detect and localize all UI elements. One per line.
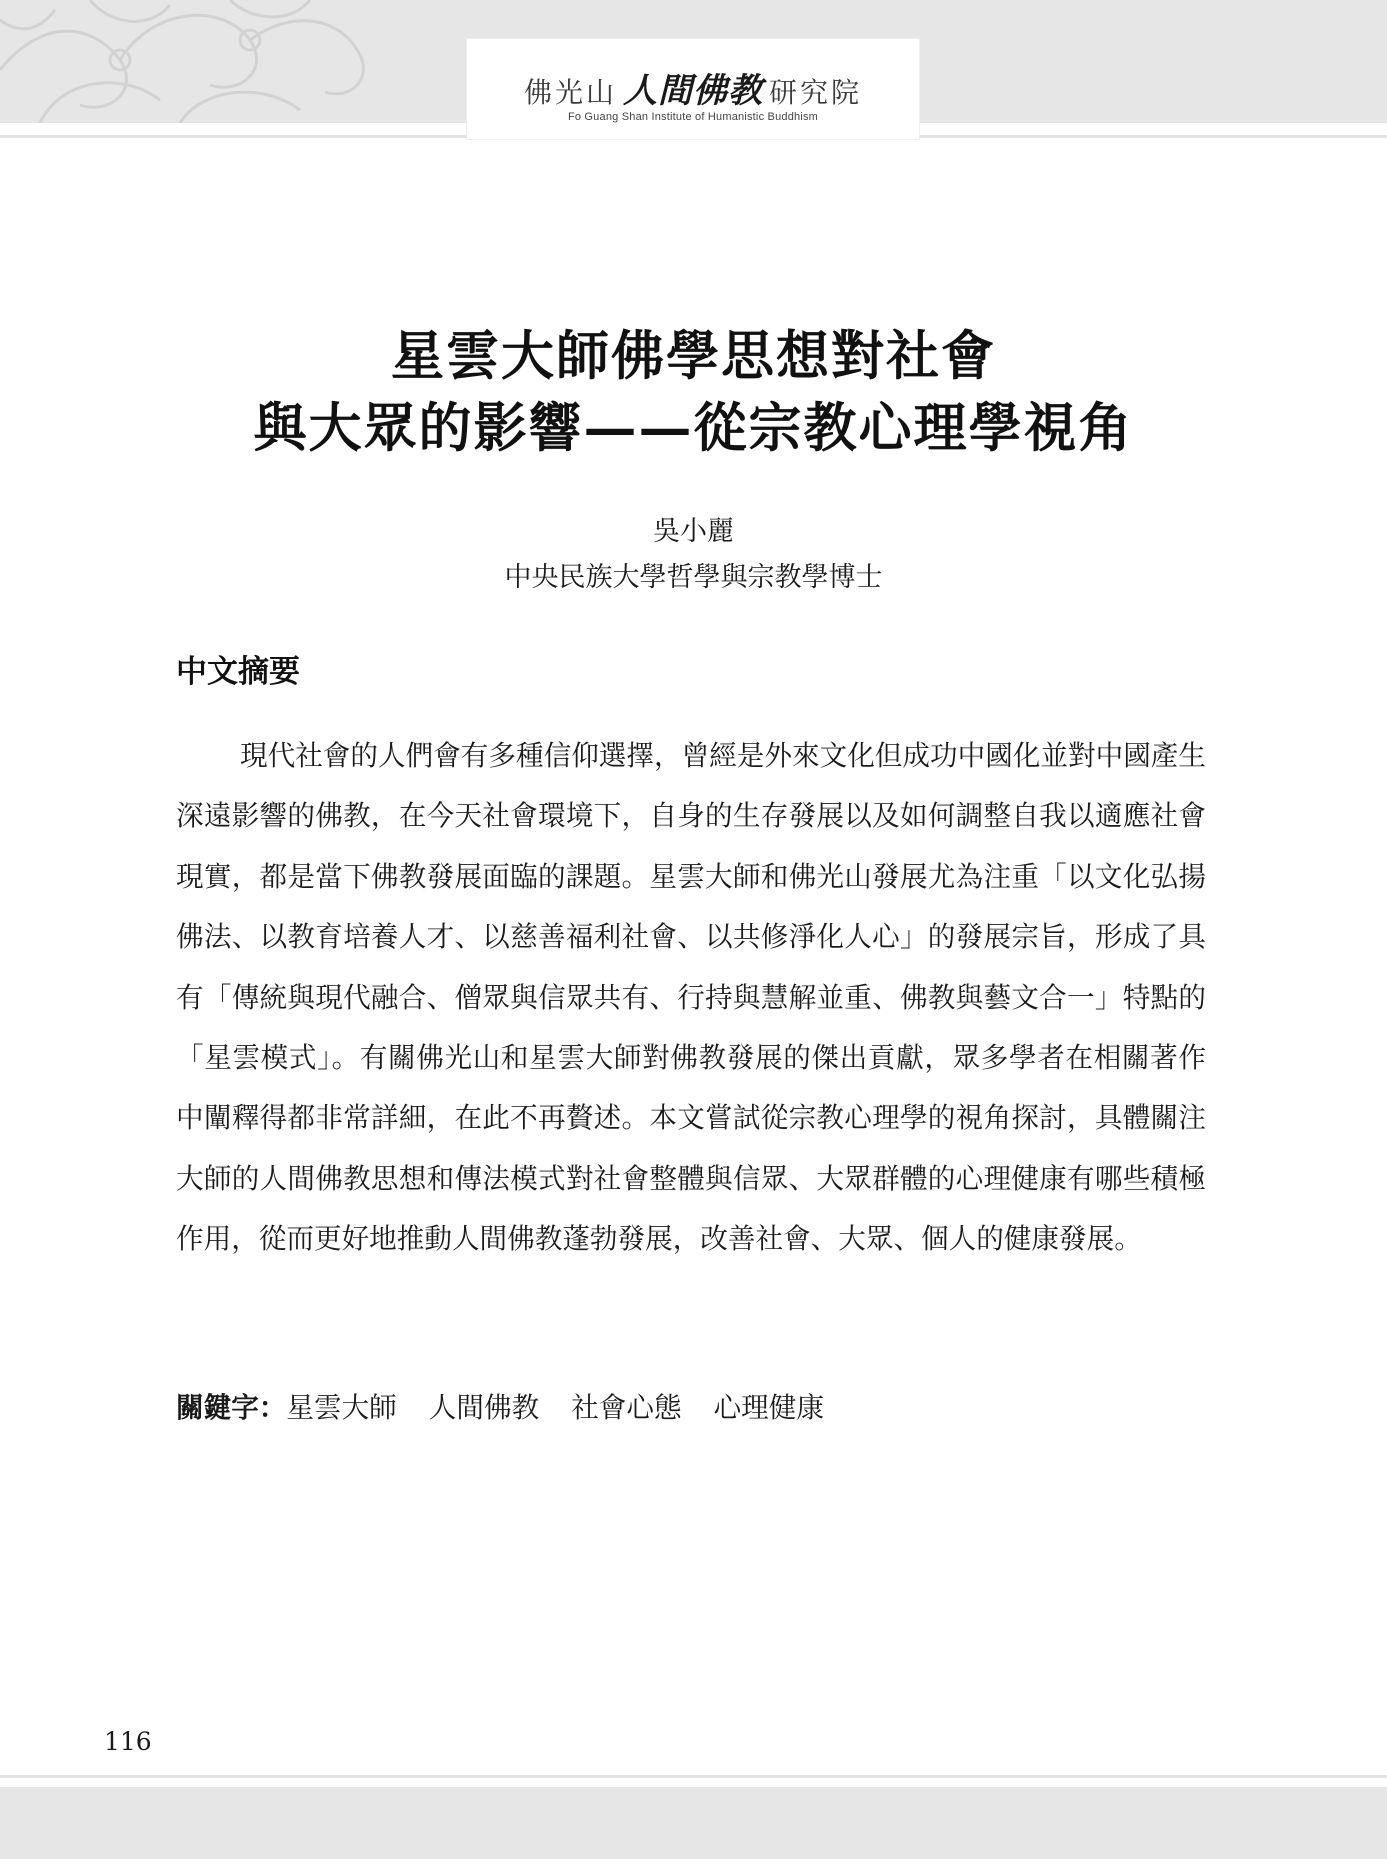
keyword: 星雲大師 bbox=[286, 1391, 397, 1424]
lotus-ornament-icon bbox=[0, 0, 380, 123]
institute-brand: 人間佛教 bbox=[623, 71, 763, 111]
institute-name-suffix: 研究院 bbox=[769, 76, 863, 109]
keyword: 心理健康 bbox=[713, 1391, 824, 1424]
author-affiliation: 中央民族大學哲學與宗教學博士 bbox=[504, 562, 883, 593]
keyword: 社會心態 bbox=[571, 1391, 682, 1424]
footer-band bbox=[0, 1787, 1387, 1859]
title-line-1: 星雲大師佛學思想對社會 bbox=[391, 325, 996, 387]
abstract-body: 現代社會的人們會有多種信仰選擇，曾經是外來文化但成功中國化並對中國產生深遠影響的佛教，在今天社會環境下，自身的生存發展以及如何調整自我以適應社會現實，都是當下佛教發展面臨的課題。星雲大師和佛光山發展尤為注重「以文化弘揚佛法、以教育培養人才、以慈善福利社會、以共修淨化人心」的發展宗旨，形成了具有「傳統與現代融合、僧眾與信眾共有、行持與慧解並重、佛教與藝文合一」特點的「星雲模式」。有關佛光山和星雲大師對佛教發展的傑出貢獻，眾多學者在相關著作中闡釋得都非常詳細，在此不再贅述。本文嘗試從宗教心理學的視角探討，具體關注大師的人間佛教思想和傳法模式對社會整體與信眾、大眾群體的心理健康有哪些積極作用，從而更好地推動人間佛教蓬勃發展，改善社會、大眾、個人的健康發展。 bbox=[176, 739, 1206, 1256]
keywords-line bbox=[176, 1388, 856, 1428]
institute-subtitle: Fo Guang Shan Institute of Humanistic Buddhism bbox=[567, 111, 819, 123]
author-name: 吳小麗 bbox=[653, 516, 734, 547]
abstract-heading: 中文摘要 bbox=[176, 654, 300, 690]
keywords-label: 關鍵字： bbox=[176, 1391, 287, 1424]
title-line-2: 與大眾的影響——從宗教心理學視角 bbox=[253, 397, 1134, 459]
institute-header bbox=[466, 38, 920, 140]
footer-rule bbox=[0, 1775, 1387, 1778]
page-number: 116 bbox=[104, 1727, 152, 1756]
keyword: 人間佛教 bbox=[428, 1391, 540, 1424]
institute-name-prefix: 佛光山 bbox=[523, 76, 617, 109]
institute-name bbox=[467, 63, 919, 112]
article-title bbox=[0, 320, 1387, 464]
